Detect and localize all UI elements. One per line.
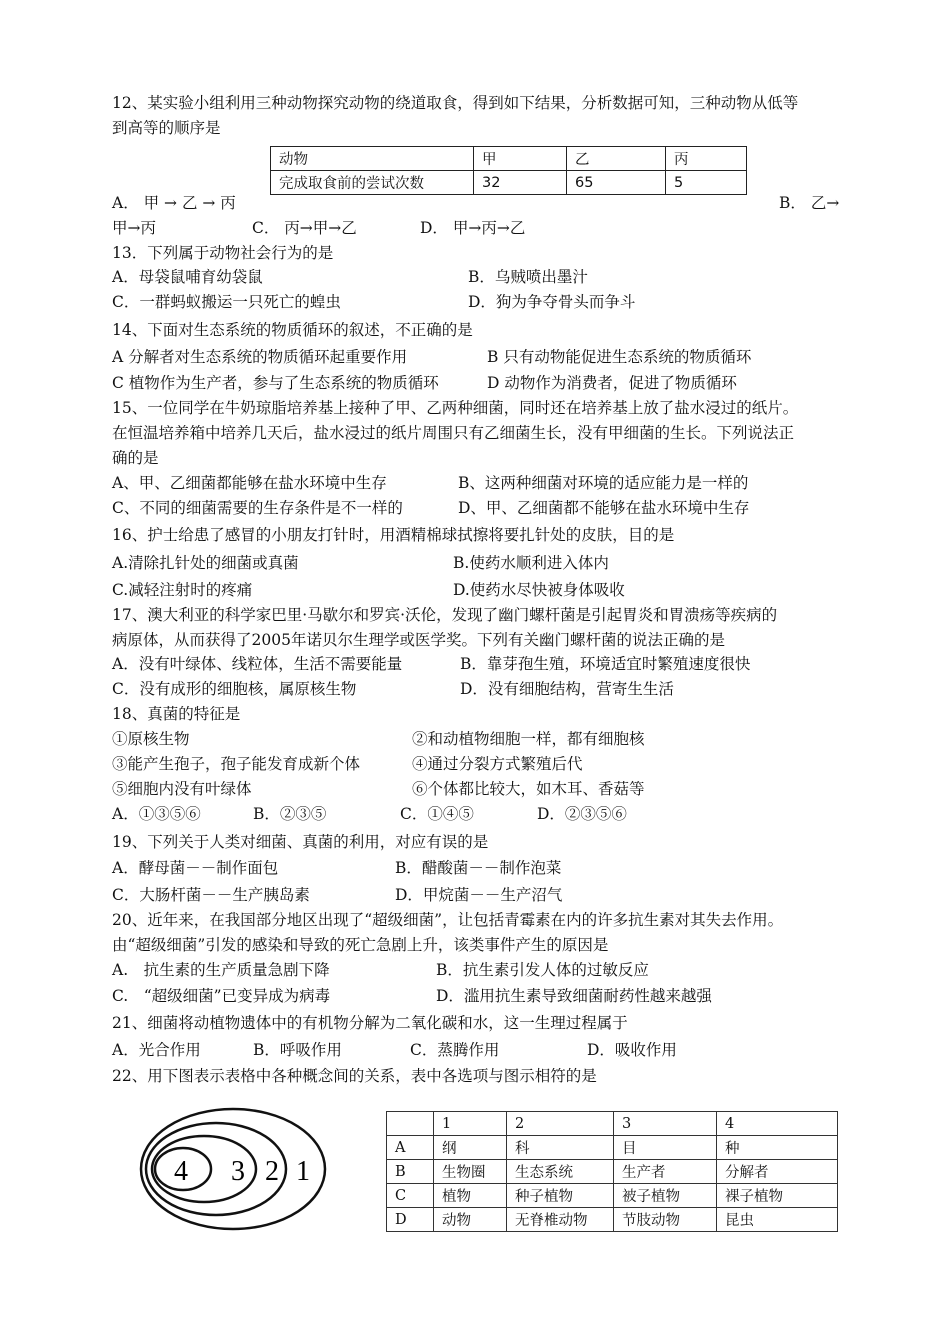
table-cell: 乙 <box>567 147 666 171</box>
table-cell: 目 <box>614 1136 717 1160</box>
q12-option-a: A． 甲 → 乙 → 丙 <box>112 194 236 212</box>
table-cell: 甲 <box>474 147 567 171</box>
q21-option-c: C．蒸腾作用 <box>410 1041 500 1059</box>
q12-stem-line2: 到高等的顺序是 <box>112 119 221 137</box>
table-row <box>387 1184 838 1208</box>
q14-option-d: D 动物作为消费者，促进了物质循环 <box>487 374 737 392</box>
table-cell: 生物圈 <box>434 1160 507 1184</box>
table-cell: 1 <box>434 1112 507 1136</box>
q18-statement-3: ③能产生孢子，孢子能发育成新个体 <box>112 755 361 773</box>
table-cell: 完成取食前的尝试次数 <box>271 171 474 195</box>
q19-option-c: C．大肠杆菌－－生产胰岛素 <box>112 886 310 904</box>
q20-option-c: C. “超级细菌”已变异成为病毒 <box>112 987 331 1005</box>
diagram-label-1: 1 <box>296 1156 310 1187</box>
nested-ellipses-diagram <box>138 1106 328 1232</box>
table-cell: D <box>387 1208 434 1232</box>
q15-option-d: D、甲、乙细菌都不能够在盐水环境中生存 <box>458 499 750 517</box>
q16-stem: 16、护士给患了感冒的小朋友打针时，用酒精棉球拭擦将要扎针处的皮肤，目的是 <box>112 526 675 544</box>
table-cell: 动物 <box>434 1208 507 1232</box>
table-row <box>271 147 747 171</box>
table-row <box>387 1160 838 1184</box>
q19-option-b: B．醋酸菌－－制作泡菜 <box>395 859 562 877</box>
table-cell: 丙 <box>666 147 747 171</box>
q18-option-a: A．①③⑤⑥ <box>112 805 201 823</box>
q19-stem: 19、下列关于人类对细菌、真菌的利用，对应有误的是 <box>112 833 489 851</box>
q21-option-d: D．吸收作用 <box>587 1041 677 1059</box>
q17-option-c: C．没有成形的细胞核，属原核生物 <box>112 680 357 698</box>
q20-stem-line1: 20、近年来，在我国部分地区出现了“超级细菌”，让包括青霉素在内的许多抗生素对其失去作用。 <box>112 911 784 929</box>
q22-table <box>386 1111 838 1232</box>
table-row <box>387 1112 838 1136</box>
table-cell: 4 <box>717 1112 838 1136</box>
diagram-label-3: 3 <box>231 1156 245 1187</box>
q17-option-d: D．没有细胞结构，营寄生生活 <box>460 680 674 698</box>
q14-stem: 14、下面对生态系统的物质循环的叙述，不正确的是 <box>112 321 473 339</box>
q15-option-c: C、不同的细菌需要的生存条件是不一样的 <box>112 499 403 517</box>
table-cell: 植物 <box>434 1184 507 1208</box>
table-cell <box>387 1112 434 1136</box>
q18-statement-4: ④通过分裂方式繁殖后代 <box>412 755 583 773</box>
q13-stem: 13．下列属于动物社会行为的是 <box>112 244 334 262</box>
q17-option-a: A．没有叶绿体、线粒体，生活不需要能量 <box>112 655 403 673</box>
q12-stem-line1: 12、某实验小组利用三种动物探究动物的绕道取食，得到如下结果，分析数据可知，三种动物从低等 <box>112 94 799 112</box>
diagram-label-4: 4 <box>174 1156 188 1187</box>
table-cell: 32 <box>474 171 567 195</box>
q21-option-a: A．光合作用 <box>112 1041 201 1059</box>
q17-stem-line2: 病原体，从而获得了2005年诺贝尔生理学或医学奖。下列有关幽门螺杆菌的说法正确的是 <box>112 631 725 649</box>
q18-statement-2: ②和动植物细胞一样，都有细胞核 <box>412 730 645 748</box>
q18-statement-5: ⑤细胞内没有叶绿体 <box>112 780 252 798</box>
table-cell: 昆虫 <box>717 1208 838 1232</box>
q13-option-b: B．乌贼喷出墨汁 <box>468 268 588 286</box>
q13-option-c: C．一群蚂蚁搬运一只死亡的蝗虫 <box>112 293 341 311</box>
q13-option-d: D．狗为争夺骨头而争斗 <box>468 293 636 311</box>
q18-statement-6: ⑥个体都比较大，如木耳、香菇等 <box>412 780 645 798</box>
table-cell: C <box>387 1184 434 1208</box>
table-cell: 节肢动物 <box>614 1208 717 1232</box>
q15-stem-line2: 在恒温培养箱中培养几天后，盐水浸过的纸片周围只有乙细菌生长，没有甲细菌的生长。下列说法正 <box>112 424 795 442</box>
q20-stem-line2: 由“超级细菌”引发的感染和导致的死亡急剧上升，该类事件产生的原因是 <box>112 936 609 954</box>
q20-option-a: A. 抗生素的生产质量急剧下降 <box>112 961 330 979</box>
q12-option-c: C． 丙→甲→乙 <box>252 219 357 237</box>
q15-stem-line3: 确的是 <box>112 449 159 467</box>
q15-stem-line1: 15、一位同学在牛奶琼脂培养基上接种了甲、乙两种细菌，同时还在培养基上放了盐水浸过的纸片。 <box>112 399 799 417</box>
table-cell: 动物 <box>271 147 474 171</box>
q16-option-b: B.使药水顺利进入体内 <box>453 554 609 572</box>
table-cell: 种 <box>717 1136 838 1160</box>
q12-option-b-part1: B． 乙→ <box>779 194 840 212</box>
q14-option-a: A 分解者对生态系统的物质循环起重要作用 <box>112 348 408 366</box>
q18-statement-1: ①原核生物 <box>112 730 190 748</box>
q16-option-c: C.减轻注射时的疼痛 <box>112 581 253 599</box>
q14-option-c: C 植物作为生产者，参与了生态系统的物质循环 <box>112 374 439 392</box>
q20-option-d: D．滥用抗生素导致细菌耐药性越来越强 <box>436 987 712 1005</box>
table-row <box>387 1208 838 1232</box>
q18-stem: 18、真菌的特征是 <box>112 705 241 723</box>
table-cell: 2 <box>507 1112 614 1136</box>
table-row <box>387 1136 838 1160</box>
table-cell: 被子植物 <box>614 1184 717 1208</box>
q19-option-d: D．甲烷菌－－生产沼气 <box>395 886 563 904</box>
table-cell: 3 <box>614 1112 717 1136</box>
q21-option-b: B．呼吸作用 <box>253 1041 342 1059</box>
table-cell: B <box>387 1160 434 1184</box>
table-cell: A <box>387 1136 434 1160</box>
table-cell: 分解者 <box>717 1160 838 1184</box>
q17-option-b: B．靠芽孢生殖，环境适宜时繁殖速度很快 <box>460 655 751 673</box>
q18-option-d: D．②③⑤⑥ <box>537 805 627 823</box>
table-cell: 生产者 <box>614 1160 717 1184</box>
q22-stem: 22、用下图表示表格中各种概念间的关系，表中各选项与图示相符的是 <box>112 1067 597 1085</box>
q15-option-a: A、甲、乙细菌都能够在盐水环境中生存 <box>112 474 387 492</box>
table-cell: 5 <box>666 171 747 195</box>
q18-option-b: B．②③⑤ <box>253 805 327 823</box>
q17-stem-line1: 17、澳大利亚的科学家巴里·马歇尔和罗宾·沃伦，发现了幽门螺杆菌是引起胃炎和胃溃疡等疾病的 <box>112 606 778 624</box>
q13-option-a: A．母袋鼠哺育幼袋鼠 <box>112 268 263 286</box>
q20-option-b: B．抗生素引发人体的过敏反应 <box>436 961 649 979</box>
table-cell: 纲 <box>434 1136 507 1160</box>
q16-option-d: D.使药水尽快被身体吸收 <box>453 581 625 599</box>
q18-option-c: C．①④⑤ <box>400 805 474 823</box>
table-cell: 科 <box>507 1136 614 1160</box>
q12-option-d: D． 甲→丙→乙 <box>420 219 526 237</box>
diagram-label-2: 2 <box>265 1156 279 1187</box>
table-cell: 生态系统 <box>507 1160 614 1184</box>
table-cell: 无脊椎动物 <box>507 1208 614 1232</box>
table-cell: 65 <box>567 171 666 195</box>
table-cell: 种子植物 <box>507 1184 614 1208</box>
q21-stem: 21、细菌将动植物遗体中的有机物分解为二氧化碳和水，这一生理过程属于 <box>112 1014 628 1032</box>
q14-option-b: B 只有动物能促进生态系统的物质循环 <box>487 348 752 366</box>
table-cell: 裸子植物 <box>717 1184 838 1208</box>
q15-option-b: B、这两种细菌对环境的适应能力是一样的 <box>458 474 749 492</box>
q12-option-b-part2: 甲→丙 <box>112 219 156 237</box>
q16-option-a: A.清除扎针处的细菌或真菌 <box>112 554 299 572</box>
q19-option-a: A．酵母菌－－制作面包 <box>112 859 279 877</box>
q12-table <box>270 146 747 195</box>
table-row <box>271 171 747 195</box>
